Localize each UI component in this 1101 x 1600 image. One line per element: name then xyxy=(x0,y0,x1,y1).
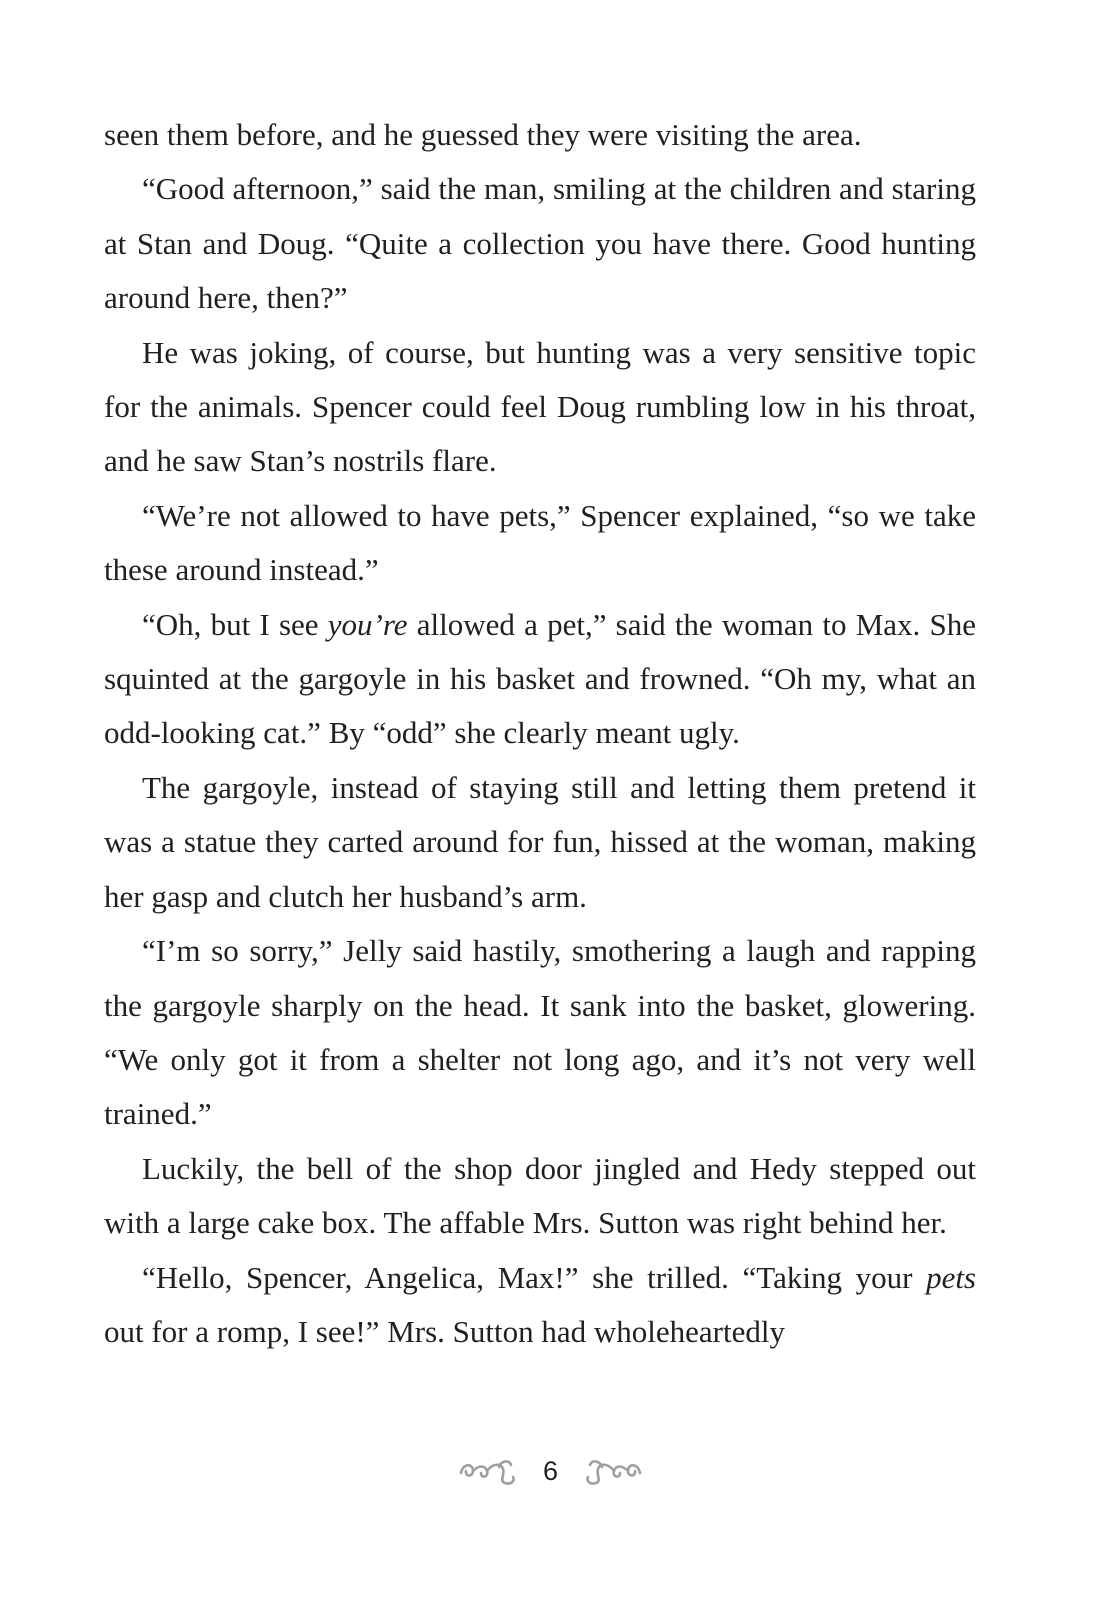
paragraph-9-text-end: out for a romp, I see!” Mrs. Sutton had wholeheartedly xyxy=(104,1313,785,1349)
paragraph-5 xyxy=(104,598,976,761)
paragraph-1: seen them before, and he guessed they were visiting the area. xyxy=(104,117,862,152)
paragraph-9-emphasis: pets xyxy=(926,1259,976,1295)
swirl-ornament-left-icon xyxy=(455,1451,525,1491)
page-footer xyxy=(0,1436,1101,1506)
paragraph-8: Luckily, the bell of the shop door jingled and Hedy stepped out with a large cake box. The affable Mrs. Sutton was right behind her. xyxy=(104,1150,976,1241)
paragraph-5-text-end: allowed a pet,” said the woman to Max. She squinted at the gargoyle in his basket and frowned. “Oh my, what an odd-looking cat.” By “odd” she clearly meant ugly. xyxy=(104,606,976,751)
body-text xyxy=(104,108,976,1359)
paragraph-4: “We’re not allowed to have pets,” Spencer explained, “so we take these around instead.” xyxy=(104,497,976,588)
page-number: 6 xyxy=(542,1455,559,1486)
paragraph-7: “I’m so sorry,” Jelly said hastily, smothering a laugh and rapping the gargoyle sharply on the head. It sank into the basket, glowering. “We only got it from a shelter not long ago, and it’s not very well trained.” xyxy=(104,933,976,1132)
swirl-ornament-right-icon xyxy=(576,1451,646,1491)
paragraph-3: He was joking, of course, but hunting was a very sensitive topic for the animals. Spencer could feel Doug rumbling low in his throat, and he saw Stan’s nostrils flare. xyxy=(104,334,976,479)
paragraph-9-text-start: “Hello, Spencer, Angelica, Max!” she trilled. “Taking your xyxy=(142,1259,927,1295)
paragraph-9 xyxy=(104,1251,976,1360)
paragraph-2: “Good afternoon,” said the man, smiling at the children and staring at Stan and Doug. “Quite a collection you have there. Good hunting around here, then?” xyxy=(104,171,976,316)
paragraph-5-emphasis: you’re xyxy=(327,606,408,642)
paragraph-5-text-start: “Oh, but I see xyxy=(142,606,328,642)
paragraph-6: The gargoyle, instead of staying still and letting them pretend it was a statue they carted around for fun, hissed at the woman, making her gasp and clutch her husband’s arm. xyxy=(104,769,976,914)
